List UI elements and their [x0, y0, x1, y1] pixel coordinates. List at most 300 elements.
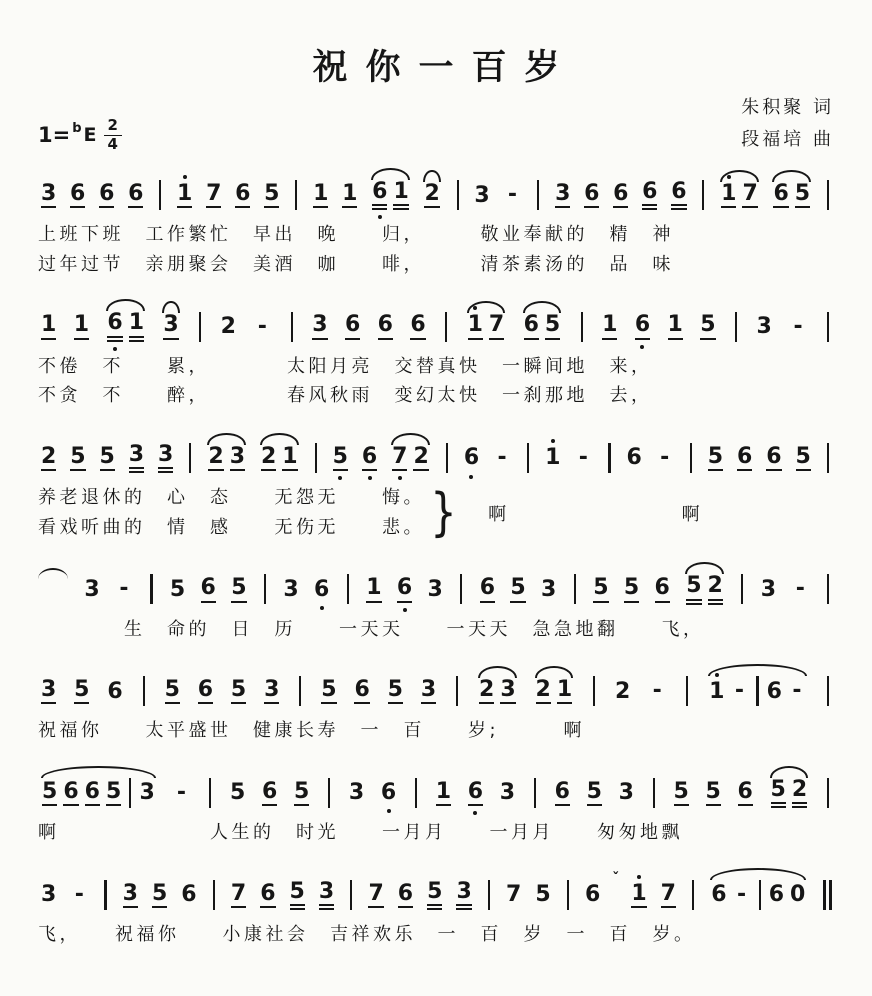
- note-number: 6: [70, 182, 85, 208]
- note-number: 5: [333, 445, 348, 471]
- note-number: 6: [262, 780, 277, 806]
- octave-dot-low: [398, 476, 402, 480]
- note-number: 5: [706, 780, 721, 806]
- note: [790, 883, 805, 906]
- note-number: 6: [463, 445, 480, 471]
- note: [366, 576, 381, 602]
- octave-dot-high: [473, 306, 477, 310]
- note: [123, 882, 138, 908]
- note: [158, 443, 173, 473]
- note: [795, 182, 810, 208]
- header-meta: [38, 92, 834, 155]
- note: [510, 576, 525, 602]
- composer-credit: 段福培 曲: [741, 128, 834, 150]
- note: [773, 182, 788, 208]
- note-number: 6: [378, 313, 393, 339]
- note: [655, 576, 670, 602]
- octave-dot-low: [403, 608, 407, 612]
- lyric-line: 啊 人生的 时光 一月月 一月月 匆匆地飘: [38, 821, 683, 843]
- octave-dot-high: [551, 439, 555, 443]
- note-number: 2: [536, 678, 551, 704]
- barline: [534, 778, 536, 808]
- note: [372, 180, 387, 210]
- note-number: 6: [613, 182, 628, 208]
- note-number: 5: [290, 880, 305, 910]
- note: [392, 445, 407, 471]
- note-number: 6: [584, 882, 601, 908]
- note: [500, 678, 515, 704]
- note: [792, 778, 807, 808]
- note: [631, 882, 646, 908]
- note-number: 0: [790, 882, 806, 908]
- note: [84, 578, 99, 601]
- slur-group: [388, 445, 433, 471]
- note: [70, 182, 85, 208]
- note: [261, 445, 276, 471]
- note-number: 3: [760, 576, 776, 602]
- note: [201, 576, 216, 602]
- note-number: 5: [106, 780, 121, 806]
- note-number: 5: [231, 678, 246, 704]
- note: [766, 445, 781, 471]
- note: [231, 882, 246, 908]
- lyrics: [38, 483, 834, 542]
- verse-brace: }: [430, 482, 457, 543]
- note-number: 6: [671, 180, 686, 210]
- note-number: 5: [708, 445, 723, 471]
- barline: [415, 778, 417, 808]
- barline-thick: [829, 880, 832, 910]
- lyrics: [38, 615, 834, 645]
- note-number: 2: [41, 445, 56, 471]
- note-number: 6: [372, 180, 387, 210]
- duration-dash: -: [119, 576, 129, 602]
- note-number: 3: [756, 313, 772, 339]
- barline: [527, 443, 529, 473]
- note: [208, 445, 223, 471]
- note: [700, 313, 715, 339]
- note-number: 6: [711, 882, 727, 908]
- lyrics: [38, 352, 834, 411]
- lyric-line: 养老退休的 心 态 无怨无 悔。: [38, 487, 425, 509]
- note: [613, 182, 628, 208]
- note: [427, 880, 442, 910]
- note: [129, 311, 144, 341]
- note-number: 6: [584, 182, 599, 208]
- slur-group: [103, 311, 148, 341]
- tie-continuation-arc: [38, 568, 68, 579]
- note-number: 6: [773, 182, 788, 208]
- note: [314, 578, 329, 601]
- duration-dash: -: [734, 678, 744, 704]
- duration-dash: -: [497, 444, 507, 470]
- note-number: 7: [742, 182, 757, 208]
- note: [500, 781, 515, 804]
- barline: [690, 443, 692, 473]
- notes-row: [38, 763, 834, 818]
- note: [545, 313, 560, 339]
- barline: [315, 443, 317, 473]
- note-number: 5: [230, 780, 246, 806]
- barline: [129, 778, 131, 808]
- lyric-line: 生 命的 日 历 一天天 一天天 急急地翻 飞，: [38, 618, 705, 640]
- note-number: 1: [668, 313, 683, 339]
- note-number: 5: [42, 780, 57, 806]
- note-number: 3: [139, 780, 155, 806]
- note: [708, 574, 723, 604]
- barline: [537, 180, 539, 210]
- note-number: 6: [235, 182, 250, 208]
- system-3: [38, 428, 834, 542]
- note-number: 5: [771, 778, 786, 808]
- note-number: 6: [410, 313, 425, 339]
- note-number: 3: [312, 313, 327, 339]
- note: [354, 678, 369, 704]
- note: [99, 182, 114, 208]
- note: [128, 182, 143, 208]
- note: [661, 882, 676, 908]
- system-6: [38, 763, 834, 848]
- time-signature: [104, 118, 122, 153]
- barline: [574, 574, 576, 604]
- barline: [104, 880, 106, 910]
- duration-dash: -: [793, 313, 803, 339]
- note: [41, 445, 56, 471]
- barline: [264, 574, 266, 604]
- note-number: 7: [506, 882, 522, 908]
- note: [393, 180, 408, 210]
- system-5: [38, 661, 834, 746]
- key-prefix: 1=: [38, 123, 71, 148]
- duration-dash: -: [74, 881, 84, 907]
- barline: [759, 880, 761, 910]
- note-number: 6: [635, 313, 650, 339]
- note: [231, 678, 246, 704]
- note: [413, 445, 428, 471]
- lyrics: [38, 920, 834, 950]
- note: [524, 313, 539, 339]
- breath-mark: ˇ: [612, 870, 620, 887]
- octave-dot-low: [113, 347, 117, 351]
- note-number: 6: [63, 780, 78, 806]
- barline: [446, 443, 448, 473]
- barline: [159, 180, 161, 210]
- barline: [299, 676, 301, 706]
- note-number: 5: [427, 880, 442, 910]
- duration-dash: -: [257, 313, 267, 339]
- note-number: 6: [738, 780, 753, 806]
- note-number: 1: [709, 678, 725, 704]
- note: [221, 315, 236, 338]
- note-number: 2: [479, 678, 494, 704]
- note: [321, 678, 336, 704]
- song-title: 祝你一百岁: [312, 48, 578, 88]
- barline: [653, 778, 655, 808]
- note-number: 5: [700, 313, 715, 339]
- slur-group: [257, 445, 302, 471]
- slur-group: [707, 880, 809, 910]
- barline: [692, 880, 694, 910]
- note-number: 6: [107, 678, 123, 704]
- note-number: 6: [480, 576, 495, 602]
- note-number: 7: [392, 445, 407, 471]
- note: [74, 678, 89, 704]
- note: [264, 182, 279, 208]
- slur-group: [368, 180, 413, 210]
- octave-dot-low: [338, 476, 342, 480]
- score: [38, 165, 834, 949]
- note: [312, 313, 327, 339]
- note-number: 6: [201, 576, 216, 602]
- note: [100, 445, 115, 471]
- lyric-line: 啊 啊: [488, 503, 704, 525]
- note: [129, 443, 144, 473]
- note: [381, 781, 396, 804]
- note: [769, 883, 784, 906]
- lyric-column: [38, 352, 653, 411]
- barline: [457, 180, 459, 210]
- note-number: 5: [535, 882, 551, 908]
- note-number: 5: [796, 445, 811, 471]
- note: [198, 678, 213, 704]
- note: [181, 883, 196, 906]
- barline: [827, 180, 829, 210]
- note-number: 1: [721, 182, 736, 208]
- note-number: 6: [314, 576, 330, 602]
- barline: [827, 778, 829, 808]
- note-number: 2: [424, 182, 439, 208]
- note: [555, 780, 570, 806]
- slur-group: [464, 313, 509, 339]
- note: [107, 311, 122, 341]
- credits: [741, 92, 834, 155]
- octave-dot-high: [637, 875, 641, 879]
- note: [74, 313, 89, 339]
- note: [767, 680, 782, 703]
- note-number: 3: [474, 182, 490, 208]
- note-number: 6: [380, 780, 397, 806]
- meter-numerator: 2: [104, 118, 122, 136]
- note: [410, 313, 425, 339]
- note-number: 5: [795, 182, 810, 208]
- note-number: 5: [294, 780, 309, 806]
- octave-dot-high: [727, 175, 731, 179]
- notes-row: [38, 865, 834, 920]
- note-number: 1: [468, 313, 483, 339]
- note: [686, 574, 701, 604]
- note-number: 1: [342, 182, 357, 208]
- note-number: 5: [593, 576, 608, 602]
- note: [761, 578, 776, 601]
- barline: [756, 676, 758, 706]
- note: [635, 313, 650, 339]
- barline: [213, 880, 215, 910]
- duration-dash: -: [795, 576, 805, 602]
- note-number: 2: [208, 445, 223, 471]
- barline: [291, 312, 293, 342]
- note: [468, 780, 483, 806]
- note: [206, 182, 221, 208]
- note: [541, 578, 556, 601]
- note: [378, 313, 393, 339]
- note-number: 3: [41, 678, 56, 704]
- note-number: 5: [674, 780, 689, 806]
- key-signature: [38, 118, 122, 153]
- barline-thin: [823, 880, 825, 910]
- note: [362, 445, 377, 471]
- note: [587, 780, 602, 806]
- note-number: 1: [177, 182, 192, 208]
- note-number: 3: [129, 443, 144, 473]
- note-number: 5: [686, 574, 701, 604]
- barline: [735, 312, 737, 342]
- note: [708, 445, 723, 471]
- note-number: 2: [220, 313, 236, 339]
- note: [796, 445, 811, 471]
- note-number: 1: [631, 882, 646, 908]
- note: [428, 578, 443, 601]
- note: [474, 184, 489, 207]
- note: [41, 182, 56, 208]
- slur-group: [420, 182, 443, 208]
- note-number: 7: [206, 182, 221, 208]
- barline: [686, 676, 688, 706]
- note: [584, 182, 599, 208]
- note-number: 6: [107, 311, 122, 341]
- barline: [567, 880, 569, 910]
- duration-dash: -: [736, 881, 747, 907]
- note: [70, 445, 85, 471]
- notes-row: [38, 661, 834, 716]
- note: [170, 578, 185, 601]
- note: [536, 678, 551, 704]
- barline: [328, 778, 330, 808]
- flat-sign: b: [72, 120, 82, 136]
- note: [756, 315, 771, 338]
- barline: [593, 676, 595, 706]
- note: [555, 182, 570, 208]
- octave-dot-high: [183, 175, 187, 179]
- note-number: 6: [766, 678, 782, 704]
- note-number: 3: [264, 678, 279, 704]
- duration-dash: -: [660, 444, 670, 470]
- lyric-line: 不贪 不 醉， 春风秋雨 变幻太快 一刹那地 去，: [38, 385, 653, 407]
- note: [163, 313, 178, 339]
- note-number: 6: [655, 576, 670, 602]
- note: [436, 780, 451, 806]
- note: [139, 781, 154, 804]
- note-number: 6: [354, 678, 369, 704]
- note: [706, 780, 721, 806]
- note: [456, 880, 471, 910]
- duration-dash: -: [507, 182, 517, 208]
- note-number: 3: [84, 576, 100, 602]
- note-number: 1: [602, 313, 617, 339]
- notes-row: [38, 296, 834, 351]
- lyric-column: [38, 220, 674, 279]
- note-number: 3: [348, 780, 365, 806]
- note-number: 6: [362, 445, 377, 471]
- note-number: 3: [427, 576, 443, 602]
- note-number: 1: [313, 182, 328, 208]
- slur-group: [532, 678, 577, 704]
- slur-group: [475, 678, 520, 704]
- note: [421, 678, 436, 704]
- note: [388, 678, 403, 704]
- note-number: 2: [708, 574, 723, 604]
- note: [290, 880, 305, 910]
- note: [63, 780, 78, 806]
- note-number: 6: [626, 445, 642, 471]
- slur-group: [520, 313, 565, 339]
- note-number: 3: [500, 678, 515, 704]
- note: [602, 313, 617, 339]
- barline: [143, 676, 145, 706]
- note: [557, 678, 572, 704]
- barline: [295, 180, 297, 210]
- note-number: 5: [264, 182, 279, 208]
- note: [671, 180, 686, 210]
- note-number: 2: [261, 445, 276, 471]
- note: [235, 182, 250, 208]
- note-number: 2: [792, 778, 807, 808]
- note-number: 3: [283, 576, 299, 602]
- note: [721, 182, 736, 208]
- note-number: 6: [524, 313, 539, 339]
- system-1: [38, 165, 834, 279]
- note-number: 6: [555, 780, 570, 806]
- note-number: 5: [165, 678, 180, 704]
- barline: [445, 312, 447, 342]
- note: [738, 780, 753, 806]
- note-number: 5: [169, 576, 186, 602]
- barline: [827, 574, 829, 604]
- note: [397, 576, 412, 602]
- note-number: 3: [555, 182, 570, 208]
- note: [593, 576, 608, 602]
- note: [585, 883, 600, 906]
- note: [624, 576, 639, 602]
- note-number: 3: [499, 780, 516, 806]
- lyric-column: [38, 818, 683, 848]
- lyric-line: 祝福你 太平盛世 健康长寿 一 百 岁; 啊: [38, 720, 586, 742]
- note-number: 7: [489, 313, 504, 339]
- note: [165, 678, 180, 704]
- note: [742, 182, 757, 208]
- note: [283, 578, 298, 601]
- note: [464, 446, 479, 469]
- note: [106, 780, 121, 806]
- duration-dash: -: [652, 678, 662, 704]
- note-number: 6: [128, 182, 143, 208]
- note-number: 6: [260, 882, 275, 908]
- octave-dot-low: [469, 475, 473, 479]
- note: [668, 313, 683, 339]
- slur-group: [204, 445, 249, 471]
- slur-group: [717, 182, 762, 208]
- octave-dot-high: [715, 673, 719, 677]
- note: [231, 576, 246, 602]
- lyrics: [38, 818, 834, 848]
- note-number: 5: [152, 882, 167, 908]
- note-number: 3: [541, 576, 557, 602]
- slur-group: [767, 778, 812, 808]
- slur-group: [682, 574, 727, 604]
- barline: [460, 574, 462, 604]
- duration-dash: -: [578, 444, 588, 470]
- note: [468, 313, 483, 339]
- slur-group: [705, 676, 810, 706]
